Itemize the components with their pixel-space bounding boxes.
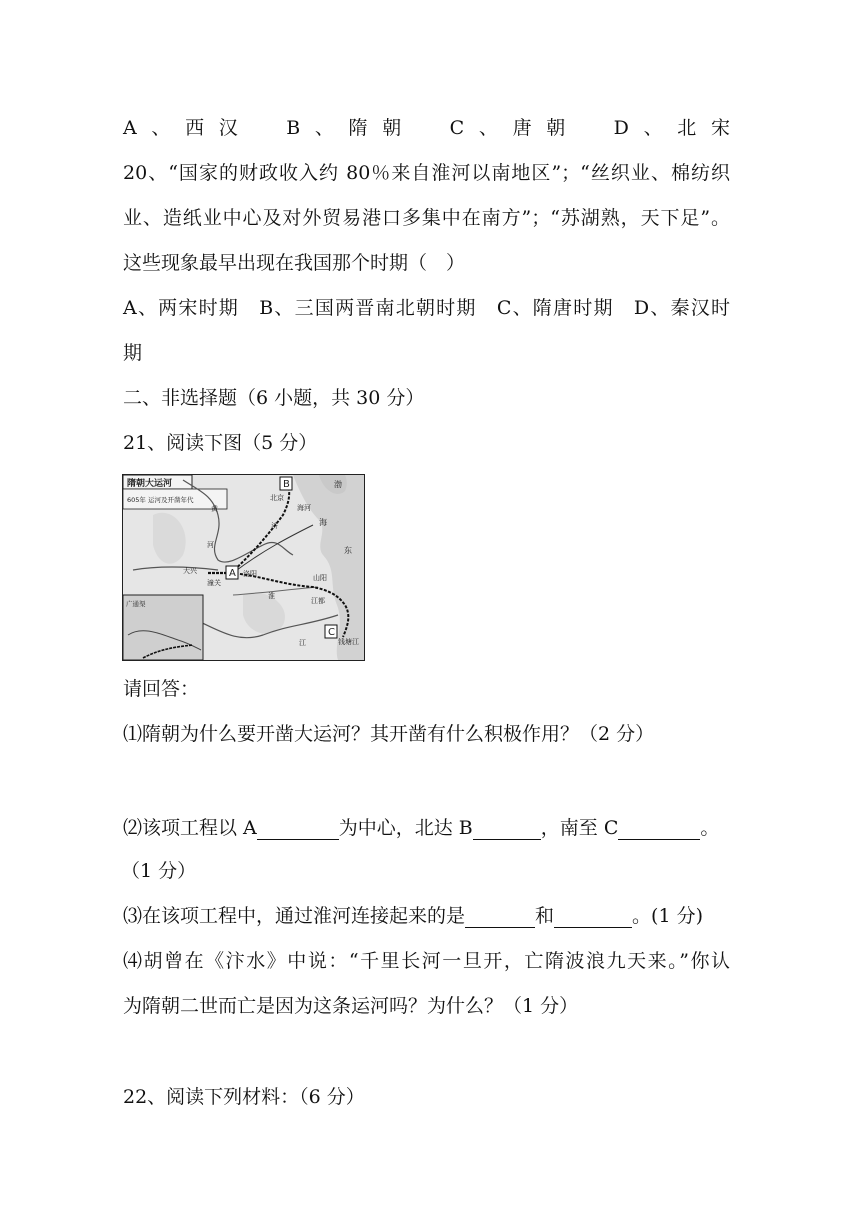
map-tongguan: 潼关: [207, 579, 221, 587]
map-ji: 济: [271, 522, 278, 530]
q21-sub2: [123, 816, 719, 840]
map-luoyang: 洛阳: [243, 570, 257, 578]
map-qiantang: 钱塘江: [338, 638, 359, 646]
q21-sub2-part2: 为中心，北达 B: [338, 817, 473, 839]
map-sea-hai: 海: [319, 518, 327, 527]
q21-sub3-part3: 。(1 分): [632, 905, 703, 927]
map-legend: 605年 运河及开凿年代: [127, 496, 194, 504]
map-he: 河: [207, 541, 214, 549]
grand-canal-map: [122, 474, 365, 661]
q20-stem-line2: 业、造纸业中心及对外贸易港口多集中在南方”；“苏湖熟，天下足”。: [123, 207, 730, 229]
map-beijing: 北京: [270, 494, 284, 502]
q21-sub2-part4: 。: [700, 817, 720, 839]
q20-stem-line1: 20、“国家的财政收入约 80％来自淮河以南地区”；“丝织业、棉纺织: [123, 162, 730, 184]
map-sea-dong: 东: [344, 546, 352, 555]
q20-options-line2: 期: [123, 342, 143, 364]
q20-options-line1: A、两宋时期 B、三国两晋南北朝时期 C、隋唐时期 D、秦汉时: [123, 297, 730, 319]
map-label-a: A: [229, 568, 236, 579]
map-inset-title: 广通渠: [126, 600, 146, 608]
q21-sub4-line1: ⑷胡曾在《汴水》中说：“千里长河一旦开，亡隋波浪九天来。”你认: [123, 950, 730, 972]
q21-sub2-part1: ⑵该项工程以 A: [123, 817, 257, 839]
map-huang: 黄: [211, 505, 218, 513]
map-huai: 淮: [268, 592, 275, 600]
blank-d[interactable]: [465, 907, 535, 928]
map-sea-bo: 渤: [334, 480, 342, 489]
q21-sub3: [123, 904, 703, 928]
q21-sub3-part1: ⑶在该项工程中，通过淮河连接起来的是: [123, 905, 466, 927]
q21-sub1: ⑴隋朝为什么要开凿大运河？其开凿有什么积极作用？（2 分）: [123, 723, 655, 745]
answer-prompt: 请回答：: [123, 678, 200, 700]
q19-options: A、西汉 B、隋朝 C、唐朝 D、北宋: [123, 117, 730, 139]
blank-e[interactable]: [554, 907, 632, 928]
map-title: 隋朝大运河: [127, 479, 173, 489]
q21-sub2-score: （1 分）: [121, 860, 197, 882]
q20-stem-line3: 这些现象最早出现在我国那个时期（ ）: [123, 252, 466, 274]
q21-sub2-part3: ，南至 C: [540, 817, 619, 839]
q21-sub4-line2: 为隋朝二世而亡是因为这条运河吗？为什么？（1 分）: [123, 995, 579, 1017]
blank-c[interactable]: [618, 819, 700, 840]
map-label-c: C: [328, 627, 335, 638]
map-haihe: 海河: [297, 504, 311, 512]
map-daxing: 大兴: [183, 567, 197, 575]
map-jiangdu: 江都: [311, 597, 325, 605]
section-two-heading: 二、非选择题（6 小题，共 30 分）: [123, 387, 425, 409]
map-jiang: 江: [299, 639, 306, 647]
q21-heading: 21、阅读下图（5 分）: [123, 432, 318, 454]
blank-b[interactable]: [473, 819, 541, 840]
q22-heading: 22、阅读下列材料：（6 分）: [123, 1086, 365, 1108]
q21-sub3-part2: 和: [535, 905, 555, 927]
blank-a[interactable]: [257, 819, 339, 840]
map-label-b: B: [283, 479, 290, 490]
map-shanyang: 山阳: [313, 574, 327, 582]
